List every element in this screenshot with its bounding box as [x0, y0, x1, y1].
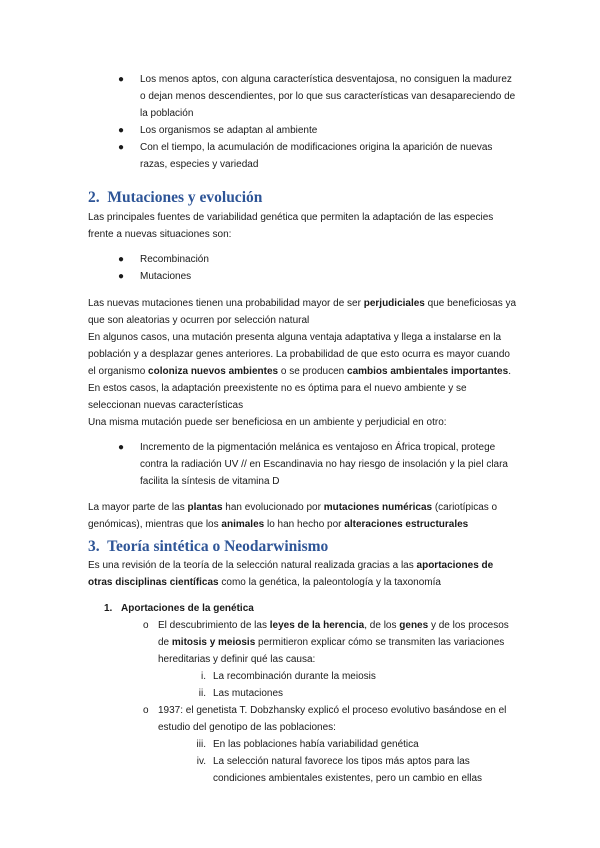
- roman-item: i. La recombinación durante la meiosis: [201, 671, 376, 682]
- list-item: ● Los organismos se adaptan al ambiente: [88, 122, 520, 139]
- paragraph: Las nuevas mutaciones tienen una probabilidad mayor de ser perjudiciales que beneficiosas ya que son aleatorias y ocurren por selección natural: [88, 298, 517, 326]
- bullet-icon: ●: [118, 442, 125, 453]
- section-3-intro: Es una revisión de la teoría de la selección natural realizada gracias a las aportaciones de otras disciplinas científicas como la genética, la paleontología y la taxonomía: [88, 560, 494, 588]
- list-item: ● Mutaciones: [88, 268, 520, 285]
- bullet-icon: ●: [118, 271, 125, 282]
- section-2-body: [88, 209, 520, 533]
- bullet-icon: ●: [118, 254, 125, 265]
- section-2-heading: 2. Mutaciones y evolución: [88, 189, 263, 206]
- list-item: ● Recombinación: [88, 251, 520, 268]
- circle-bullet-icon: o: [143, 705, 149, 716]
- roman-item: iii. En las poblaciones había variabilidad genética: [196, 739, 419, 750]
- list-item: ● Incremento de la pigmentación melánica es ventajoso en África tropical, protege contra la radiación UV // en Escandinavia no hay riesgo de insolación y la piel clara facilita la síntesis de vitamina D: [88, 439, 520, 490]
- sub-item: o 1937: el genetista T. Dobzhansky explicó el proceso evolutivo basándose en el estudio del genotipo de las poblaciones:: [88, 702, 520, 736]
- circle-bullet-icon: o: [143, 620, 149, 631]
- sub-item: o El descubrimiento de las leyes de la herencia, de los genes y de los procesos de mitosis y meiosis permitieron explicar cómo se transmiten las variaciones hereditarias y definir qué las causa:: [88, 617, 520, 668]
- bullet-icon: ●: [118, 125, 125, 136]
- list-item: ● Los menos aptos, con alguna característica desventajosa, no consiguen la madurez o dejan menos descendientes, por lo que sus características van desapareciendo de la población: [88, 71, 520, 122]
- section-3-body: [88, 557, 520, 787]
- bullet-icon: ●: [118, 142, 125, 153]
- section-3-heading: 3. Teoría sintética o Neodarwinismo: [88, 538, 329, 555]
- paragraph: La mayor parte de las plantas han evolucionado por mutaciones numéricas (cariotípicas o genómicas), mientras que los animales lo han hecho por alteraciones estructurales: [88, 502, 498, 530]
- section-2-intro: Las principales fuentes de variabilidad genética que permiten la adaptación de las especies frente a nuevas situaciones son:: [88, 212, 494, 240]
- bullet-icon: ●: [118, 74, 125, 85]
- top-bullet-list: [88, 71, 520, 173]
- list-item: ● Con el tiempo, la acumulación de modificaciones origina la aparición de nuevas razas, especies y variedad: [88, 139, 520, 173]
- numbered-item: 1. Aportaciones de la genética: [104, 603, 254, 614]
- paragraph: En algunos casos, una mutación presenta alguna ventaja adaptativa y llega a instalarse en la población y a desplazar genes anteriores. La probabilidad de que esto ocurra es mayor cuando el organismo coloniza nuevos ambientes o se producen cambios ambientales importantes. En estos casos, la adaptación preexistente no es óptima para el nuevo ambiente y se seleccionan nuevas características: [88, 332, 511, 411]
- roman-item: iv. La selección natural favorece los tipos más aptos para las condiciones ambientales existentes, pero un cambio en ellas: [196, 756, 483, 784]
- paragraph: Una misma mutación puede ser beneficiosa en un ambiente y perjudicial en otro:: [88, 417, 447, 428]
- roman-item: ii. Las mutaciones: [198, 688, 284, 699]
